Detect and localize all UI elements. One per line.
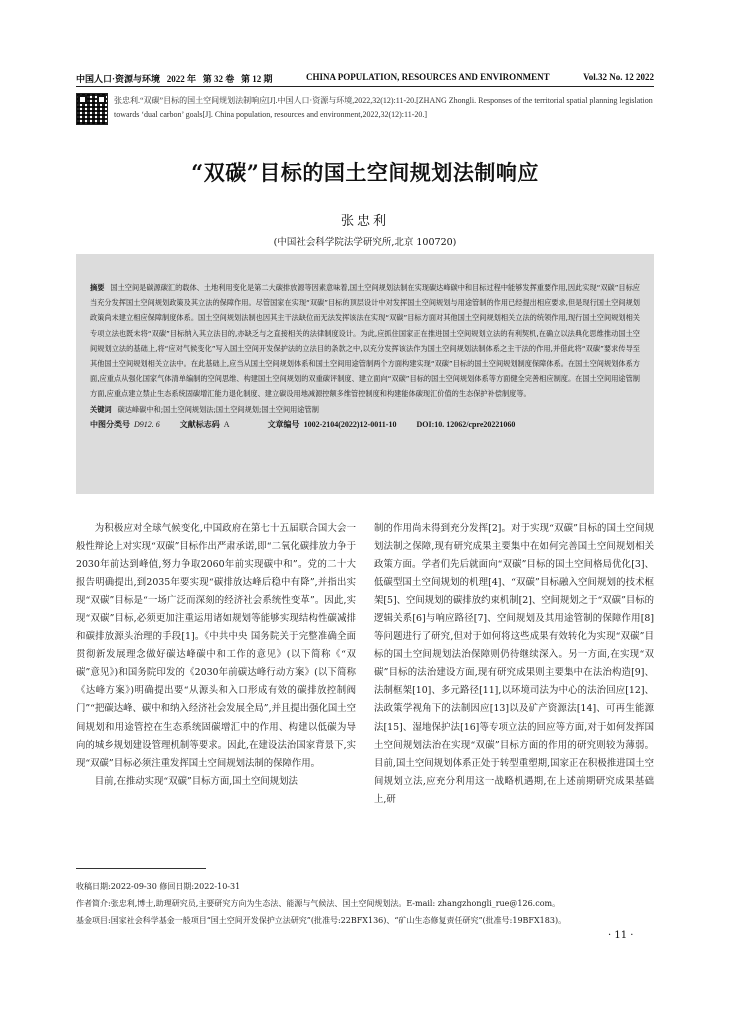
journal-name-cn: 中国人口·资源与环境: [76, 74, 161, 84]
article-no-value: 1002-2104(2022)12-0011-10: [303, 419, 397, 429]
header-rule: [76, 86, 654, 87]
keywords-line: [90, 402, 640, 417]
journal-name-en: CHINA POPULATION, RESOURCES AND ENVIRONMENT: [306, 72, 550, 82]
page-number: · 11 ·: [608, 930, 634, 941]
abstract-label: 摘要: [90, 283, 105, 292]
doi: DOI:10. 12062/cpre20221060: [416, 419, 516, 429]
author-name: 张忠利: [340, 214, 389, 229]
classification-line: [90, 417, 640, 432]
qr-code-icon: [76, 93, 108, 125]
doc-code-value: A: [223, 419, 230, 429]
header-issue: 第 12 期: [241, 74, 273, 84]
header-left: [76, 72, 273, 85]
body-right-column: [374, 520, 654, 809]
header-volume: 第 32 卷: [202, 74, 235, 84]
keywords-label: 关键词: [90, 404, 112, 414]
abstract-text: 国土空间是碳源碳汇的载体、土地利用变化是第二大碳排放源等因素意味着,国土空间规划法制在实现碳达峰碳中和目标过程中能够发挥重要作用,因此实现“双碳”目标应当充分发挥国土空间规划政策及其立法的保障作用。尽管国家在实现“双碳”目标的顶层设计中对发挥国土空间规划与用途管制的作用已经提出相应要求,但是现行国土空间规划政策尚未建立相应保障制度体系。国土空间规划法制也因其主干法缺位而无法发挥该法在实现“双碳”目标方面对其他国土空间规划相关立法的统领作用,现行国土空间规划相关专项立法也既未将“双碳”目标纳入其立法目的,亦缺乏与之直接相关的法律制度设计。为此,应抓住国家正在推进国土空间规划立法的有利契机,在确立以法典化思维推动国土空间规划立法的基础上,将“应对气候变化”写入国土空间开发保护法的立法目的条款之中,以充分发挥该法作为国土空间规划法制体系之主干法的作用,并借此将“双碳”要求传导至其他国土空间规划相关立法中。在此基础上,应当从国土空间规划体系和国土空间用途管制两个方面构建实现“双碳”目标的国土空间规划制度保障体系。在国土空间规划体系方面,应重点从强化国家气体清单编制的空间思维、构建国土空间规划的双重碳评制度、建立面向“双碳”目标的国土空间规划体系等方面健全完善相应制度。在国土空间用途管制方面,应重点建立禁止生态系统固碳增汇能力退化制度、建立碳设用地减源控额多维管控制度和构建能体碳现汇价值的生态保护补偿制度等。: [90, 283, 640, 399]
doc-code-label: 文献标志码: [179, 419, 220, 429]
article-no-label: 文章编号: [267, 419, 300, 429]
footnotes: [76, 878, 654, 929]
author-bio: 作者简介:张忠利,博士,助理研究员,主要研究方向为生态法、能源与气候法、国土空间规划法。E-mail: zhangzhongli_rue@126.com。: [76, 899, 561, 908]
clc-value: D912. 6: [134, 419, 160, 429]
keywords-text: 碳达峰碳中和;国土空间规划法;国土空间规划;国土空间用途管制: [117, 404, 319, 414]
funding-info: 基金项目:国家社会科学基金一般项目“国土空间开发保护立法研究”(批准号:22BFX136)、“矿山生态修复责任研究”(批准号:19BFX183)。: [76, 916, 567, 925]
footnote-rule: [76, 868, 206, 869]
body-paragraph: 制的作用尚未得到充分发挥[2]。对于实现“双碳”目标的国土空间规划法制之保障,现有研究成果主要集中在如何完善国土空间规划相关政策方面。学者们先后就面向“双碳”目标的国土空间格局优化[3]、低碳型国土空间规划的机理[4]、“双碳”目标融入空间规划的技术框架[5]、空间规划的碳排放约束机制[2]、空间规划之于“双碳”目标的逻辑关系[6]与响应路径[7]、空间规划及其用途管制的保障作用[8]等问题进行了研究,但对于如何将这些成果有效转化为实现“双碳”目标的国土空间规划法治保障则仍待继续深入。另一方面,在实现“双碳”目标的法治建设方面,现有研究成果则主要集中在法治构造[9]、法制框架[10]、多元路径[11],以环境司法为中心的法治回应[12]、法政策学视角下的法制因应[13]以及矿产资源法[14]、可再生能源法[15]、湿地保护法[16]等专项立法的回应等方面,对于如何发挥国土空间规划法治在实现“双碳”目标方面的作用的研究则较为薄弱。目前,国土空间规划体系正处于转型重塑期,国家正在积极推进国土空间规划立法,应充分利用这一战略机遇期,在上述前期研究成果基础上,研: [374, 523, 654, 805]
citation-line: 张忠利.“双碳”目标的国土空间规划法制响应[J].中国人口·资源与环境,2022,32(12):11-20.[ZHANG Zhongli. Responses of the territorial spatial planning legislation towards ‘dual carbon’ goals[J]. China population, resources and environment,2022,32(12):11-20.]: [114, 96, 653, 119]
abstract: [90, 280, 640, 402]
body-paragraph: 为积极应对全球气候变化,中国政府在第七十五届联合国大会一般性辩论上对实现“双碳”目标作出严肃承诺,即“二氧化碳排放力争于2030年前达到峰值,努力争取2060年前实现碳中和”。党的二十大报告明确提出,到2035年要实现“碳排放达峰后稳中有降”,并指出实现“双碳”目标是“一场广泛而深刻的经济社会系统性变革”。因此,实现“双碳”目标,必须更加注重运用诸如规划等能够实现结构性碳减排和碳排放源头治理的手段[1]。《中共中央 国务院关于完整准确全面贯彻新发展理念做好碳达峰碳中和工作的意见》(以下简称《“双碳”意见》)和国务院印发的《2030年前碳达峰行动方案》(以下简称《达峰方案》)明确提出要“从源头和入口形成有效的碳排放控制阀门”“把碳达峰、碳中和纳入经济社会发展全局”,并且提出强化国土空间规划和用途管控在生态系统固碳增汇中的作用、构建以低碳为导向的城乡规划建设管理机制等要求。因此,在建设法治国家背景下,实现“双碳”目标必须注重发挥国土空间规划法制的保障作用。: [76, 523, 356, 769]
body-left-column: [76, 520, 356, 791]
abstract-box: [76, 254, 654, 494]
received-dates: 收稿日期:2022-09-30 修回日期:2022-10-31: [76, 882, 241, 891]
paper-title: “双碳”目标的国土空间规划法制响应: [191, 160, 539, 185]
body-paragraph: 目前,在推动实现“双碳”目标方面,国土空间规划法: [94, 775, 298, 787]
running-header: [76, 72, 654, 85]
header-vol-no: Vol.32 No. 12 2022: [583, 72, 654, 82]
header-year: 2022 年: [166, 74, 197, 84]
author-affiliation: (中国社会科学院法学研究所,北京 100720): [273, 237, 457, 248]
clc-label: 中图分类号: [90, 419, 130, 429]
